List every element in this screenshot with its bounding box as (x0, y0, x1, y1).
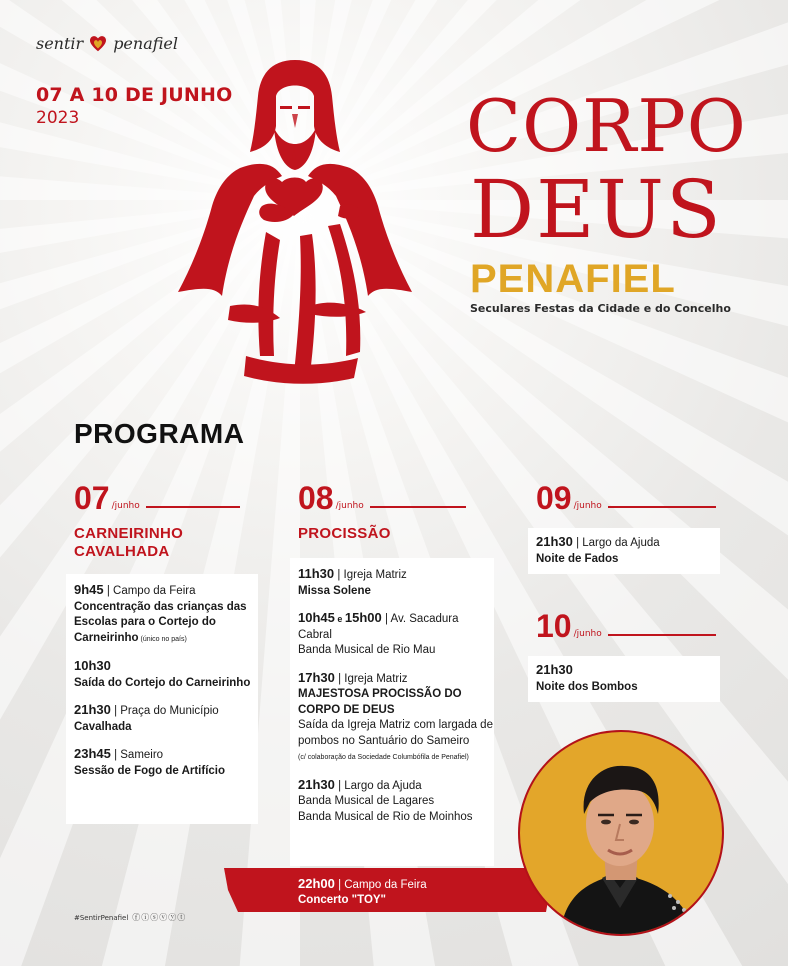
event-detail: Banda Musical de Rio de Moinhos (298, 810, 473, 823)
event-description: Cavalhada (74, 720, 132, 733)
sacred-heart-illustration (170, 56, 420, 386)
event-time: 10h45 (298, 610, 335, 625)
day-08-header (298, 482, 466, 514)
sentir-penafiel-logo (36, 32, 178, 54)
day-08-caption: PROCISSÃO (298, 525, 391, 542)
event-time: 17h30 (298, 669, 335, 685)
event-description: Concerto "TOY" (298, 894, 387, 906)
event-item (298, 566, 494, 599)
event-item (74, 746, 258, 779)
social-icons: ⓕⓘⓢⓥⓨⓣ (132, 913, 187, 922)
artist-photo (520, 732, 722, 934)
event-place: | Campo da Feira (103, 585, 196, 597)
programa-heading: PROGRAMA (74, 418, 245, 449)
event-time: 11h30 (298, 566, 335, 581)
event-item (74, 658, 258, 691)
day-07-caption (74, 525, 183, 561)
event-item (536, 662, 720, 695)
divider (608, 634, 716, 636)
day-month: /junho (335, 501, 364, 511)
event-time: 23h45 (74, 746, 111, 761)
day-08-schedule-card (290, 558, 494, 866)
event-note: (c/ colaboração da Sociedade Columbófila de Penafiel) (298, 754, 469, 761)
event-description: MAJESTOSA PROCISSÃO DO CORPO DE DEUS (298, 688, 462, 716)
day-10-header (536, 610, 716, 642)
day-number: 07 (74, 480, 110, 516)
day-number: 09 (536, 480, 572, 516)
event-place: | Igreja Matriz (334, 672, 408, 685)
event-place: | Praça do Município (110, 705, 219, 717)
hashtag-text: #SentirPenafiel (74, 913, 129, 922)
event-item (298, 610, 494, 659)
logo-text-right: penafiel (113, 33, 178, 53)
day-number: 10 (536, 608, 572, 644)
event-item (298, 777, 494, 826)
event-place: | Igreja Matriz (334, 569, 407, 581)
event-detail: Saída da Igreja Matriz com largada de pombos no Santuário do Sameiro (298, 719, 493, 747)
event-dates: 07 A 10 DE JUNHO (36, 84, 233, 106)
event-time: 10h30 (74, 658, 111, 673)
title-penafiel: PENAFIEL (470, 257, 676, 301)
concert-banner-text (298, 876, 427, 908)
day-07-schedule-card (66, 574, 258, 824)
event-time: 9h45 (74, 582, 104, 597)
event-description: Banda Musical de Rio Mau (298, 644, 436, 656)
heart-icon (87, 32, 109, 54)
event-time: 21h30 (298, 776, 335, 792)
event-time-join: e (334, 614, 345, 624)
artist-portrait (518, 730, 724, 936)
divider (370, 506, 466, 508)
event-note: (único no país) (138, 635, 187, 643)
event-place: | Largo da Ajuda (572, 537, 660, 549)
event-time-2: 15h00 (344, 610, 382, 625)
event-description: Banda Musical de Lagares (298, 795, 435, 807)
event-item (74, 582, 258, 647)
title-deus: DEUS (470, 163, 723, 256)
day-09-header (536, 482, 716, 514)
footer-social (74, 912, 186, 923)
event-time: 21h30 (536, 662, 573, 677)
event-time: 22h00 (298, 876, 335, 891)
event-place: | Largo da Ajuda (334, 779, 422, 792)
event-description: Saída do Cortejo do Carneirinho (74, 676, 251, 689)
event-place: | Av. Sacadura Cabral (298, 613, 459, 641)
divider (608, 506, 716, 508)
event-description: Noite dos Bombos (536, 680, 638, 693)
event-year: 2023 (36, 108, 80, 128)
event-time: 21h30 (536, 534, 573, 549)
day-10-schedule-card (528, 656, 720, 702)
day-month: /junho (573, 501, 602, 511)
event-description: Concentração das crianças das Escolas para o Cortejo do Carneirinho (74, 600, 247, 644)
caption-line-2: CAVALHADA (74, 543, 170, 560)
title-corpo: CORPO (466, 84, 747, 168)
event-description: Missa Solene (298, 584, 371, 597)
day-month: /junho (111, 501, 140, 511)
caption-line-1: CARNEIRINHO (74, 525, 184, 542)
event-description: Sessão de Fogo de Artifício (74, 764, 226, 777)
title-subtitle: Seculares Festas da Cidade e do Concelho (470, 302, 731, 315)
event-place: | Sameiro (110, 749, 164, 761)
day-number: 08 (298, 480, 334, 516)
logo-text-left: sentir (36, 33, 84, 53)
day-07-header (74, 482, 240, 514)
event-item (536, 534, 720, 567)
day-month: /junho (573, 629, 602, 639)
event-item (298, 670, 494, 766)
day-09-schedule-card (528, 528, 720, 574)
event-time: 21h30 (74, 702, 111, 717)
event-description: Noite de Fados (536, 552, 619, 565)
divider (146, 506, 240, 508)
event-place: | Campo da Feira (334, 879, 427, 891)
event-item (74, 702, 258, 735)
